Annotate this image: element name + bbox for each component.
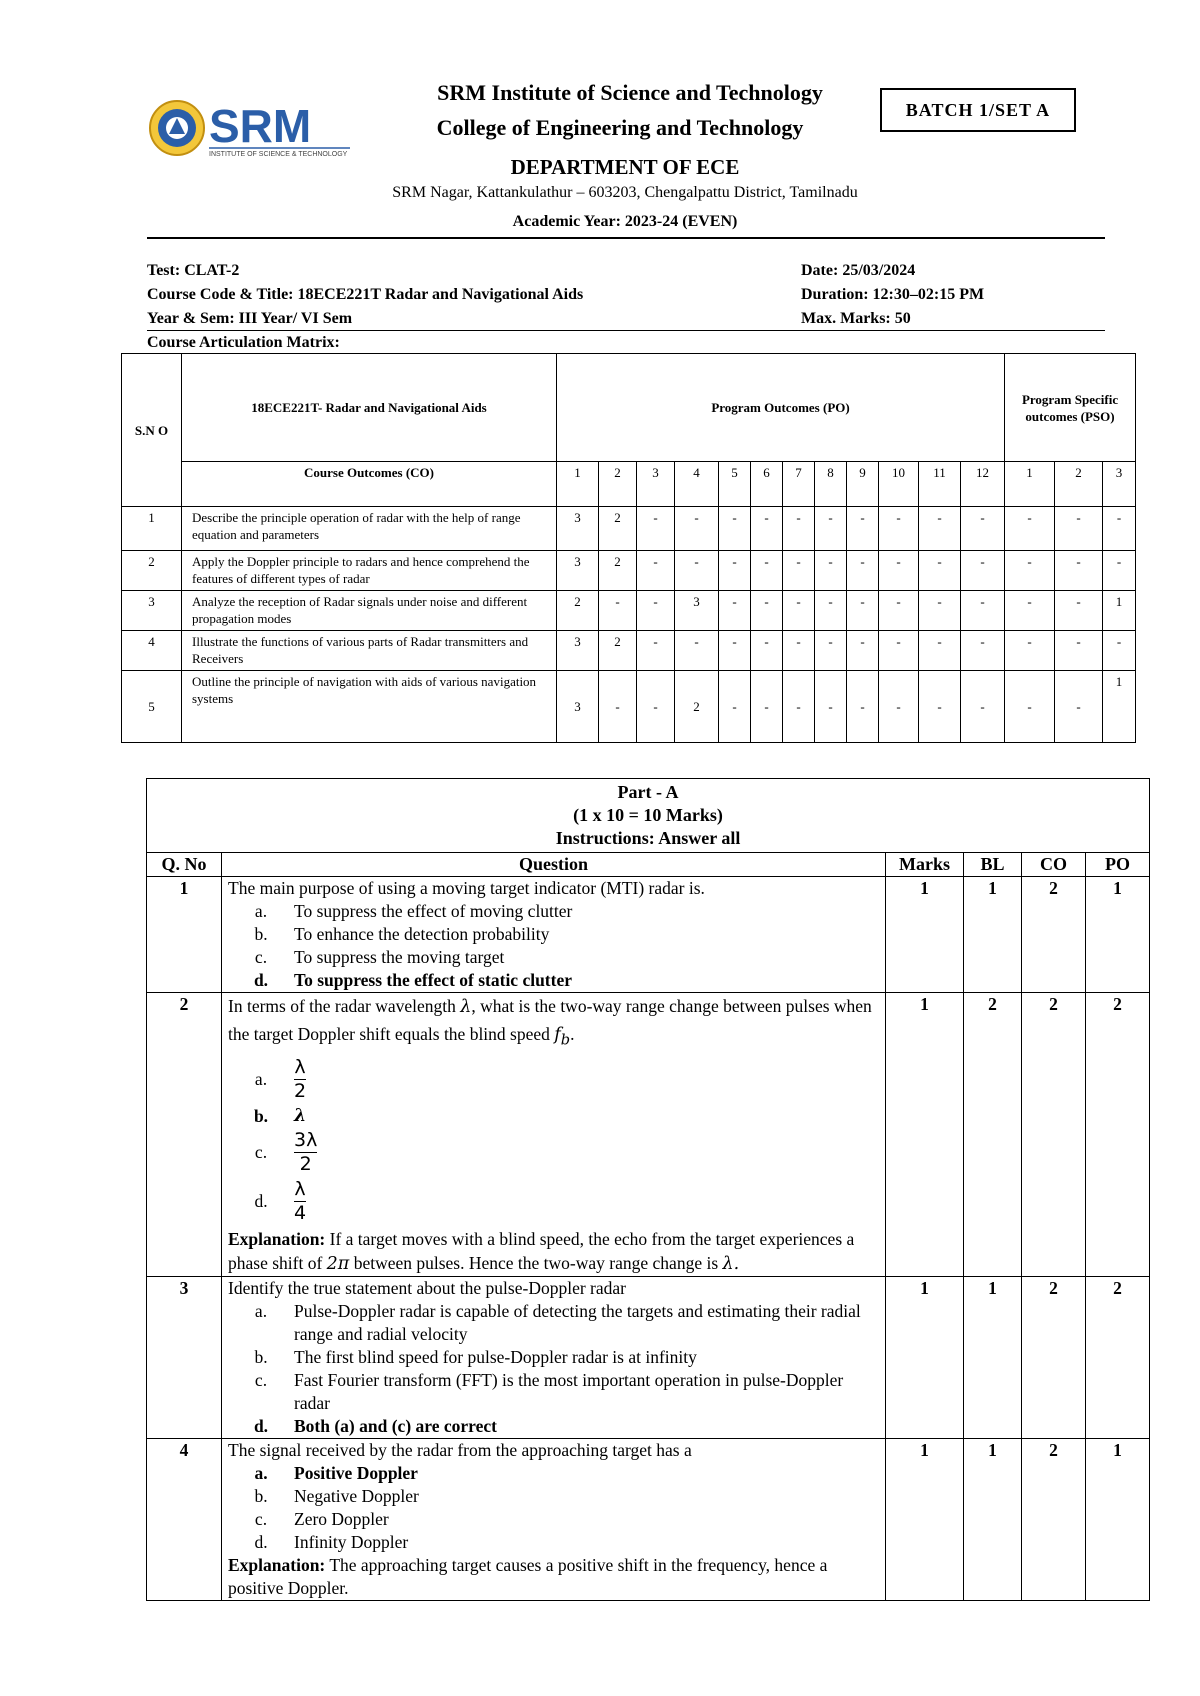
col-bl: BL [964,853,1022,877]
option-label: d. [254,1191,268,1211]
matrix-sno: 2 [122,551,182,591]
matrix-value: - [879,671,919,743]
marks-value: 1 [886,877,964,993]
explanation [228,1554,879,1600]
option-label: d. [253,970,269,990]
option-text: To enhance the detection probability [294,924,550,944]
test-duration: Duration: 12:30–02:15 PM [801,286,985,303]
option-text: Fast Fourier transform (FFT) is the most important operation in pulse-Doppler radar [294,1369,844,1413]
option-text: To suppress the effect of moving clutter [294,901,573,921]
matrix-value: 2 [675,671,719,743]
option-b [228,923,879,946]
matrix-value: - [961,631,1005,671]
option-a [228,1300,879,1346]
po-number: 2 [599,462,637,507]
bl-value: 1 [964,1276,1022,1438]
option-text: Positive Doppler [294,1462,418,1483]
po-number: 11 [919,462,961,507]
matrix-row [122,507,1136,551]
option-b [228,1485,879,1508]
co-value: 2 [1022,993,1086,1277]
question-text [228,993,879,1054]
matrix-value: - [919,507,961,551]
matrix-value: - [751,507,783,551]
question-text: Identify the true statement about the pulse-Doppler radar [228,1277,626,1298]
matrix-value: - [1005,507,1055,551]
question-row-2 [147,993,1150,1277]
option-text: Pulse-Doppler radar is capable of detecting the targets and estimating their radial range and radial velocity [294,1300,861,1344]
matrix-value: - [847,591,879,631]
option-c [228,1369,879,1415]
matrix-value: - [637,551,675,591]
question-text-part: In terms of the radar wavelength [228,996,456,1016]
matrix-value: 3 [557,551,599,591]
option-text: To suppress the effect of static clutter [294,970,573,990]
option-c [228,946,879,969]
matrix-value: - [961,591,1005,631]
matrix-value: - [637,507,675,551]
option-text: Both (a) and (c) are correct [294,1415,497,1436]
option-text: Infinity Doppler [294,1531,409,1552]
po-number: 4 [675,462,719,507]
matrix-value: - [879,551,919,591]
fraction [294,1129,317,1176]
matrix-co-text: Illustrate the functions of various parts of Radar transmitters and Receivers [182,631,557,671]
question-number: 2 [147,993,222,1277]
srm-logo [147,98,352,160]
option-label: b. [253,1105,269,1126]
co-header: Course Outcomes (CO) [182,462,557,507]
pso-number: 1 [1005,462,1055,507]
marks-value: 1 [886,1276,964,1438]
pso-header: Program Specific outcomes (PSO) [1005,354,1136,462]
bl-value: 1 [964,1438,1022,1600]
matrix-value: - [879,507,919,551]
option-text: Negative Doppler [294,1485,419,1506]
matrix-value: 2 [599,551,637,591]
option-d [228,1531,879,1554]
option-d-answer [228,969,879,992]
matrix-value: - [1055,631,1103,671]
matrix-co-text: Outline the principle of navigation with aids of various navigation systems [182,671,557,743]
matrix-value: - [719,551,751,591]
matrix-sno: 3 [122,591,182,631]
explanation-text: The approaching target causes a positive shift in the frequency, hence a positive Doppler. [228,1554,828,1598]
matrix-value: - [847,631,879,671]
matrix-sno: 1 [122,507,182,551]
fb-symbol: $f_b$ [554,1025,571,1049]
matrix-value: - [879,631,919,671]
matrix-value: - [961,671,1005,743]
option-a [228,900,879,923]
matrix-title: Course Articulation Matrix: [147,334,340,351]
po-number: 5 [719,462,751,507]
pso-number: 3 [1103,462,1136,507]
option-b-answer [228,1105,879,1127]
po-number: 9 [847,462,879,507]
option-label: b. [254,1346,268,1367]
logo-subtext: INSTITUTE OF SCIENCE & TECHNOLOGY [209,151,348,158]
matrix-value: - [815,671,847,743]
matrix-value: - [675,507,719,551]
option-label: c. [254,1508,268,1529]
option-text: The first blind speed for pulse-Doppler radar is at infinity [294,1346,697,1367]
matrix-value: - [847,551,879,591]
question-cell [222,1276,886,1438]
matrix-value: - [1103,631,1136,671]
col-co: CO [1022,853,1086,877]
po-number: 7 [783,462,815,507]
matrix-row [122,551,1136,591]
course-header: 18ECE221T- Radar and Navigational Aids [182,354,557,462]
fb-subscript: b [560,1031,571,1049]
matrix-co-text: Analyze the reception of Radar signals under noise and different propagation modes [182,591,557,631]
matrix-value: 2 [557,591,599,631]
question-cell [222,993,886,1277]
explanation-label: Explanation: [228,1554,326,1575]
part-a-table [146,778,1150,1601]
marks-value: 1 [886,1438,964,1600]
option-label: c. [254,1369,268,1390]
explanation-label: Explanation: [228,1228,326,1249]
option-text: Zero Doppler [294,1508,389,1529]
matrix-value: - [815,631,847,671]
matrix-value: - [1005,591,1055,631]
option-label: a. [254,1462,268,1483]
part-a-instructions: Instructions: Answer all [555,828,741,848]
co-value: 2 [1022,1276,1086,1438]
matrix-row [122,671,1136,743]
option-d-answer [228,1415,879,1438]
matrix-value: 3 [557,631,599,671]
question-number: 4 [147,1438,222,1600]
explanation [228,1227,879,1276]
matrix-value: - [599,591,637,631]
part-a-marks: (1 x 10 = 10 Marks) [573,805,723,825]
fraction [294,1056,306,1103]
academic-year: Academic Year: 2023-24 (EVEN) [512,213,738,230]
institute-name: SRM Institute of Science and Technology [437,80,823,105]
po-value: 2 [1086,993,1150,1277]
matrix-value: - [961,507,1005,551]
department-name: DEPARTMENT OF ECE [510,155,740,179]
matrix-value: - [1005,551,1055,591]
option-label: a. [254,1069,268,1089]
col-marks: Marks [886,853,964,877]
option-c [228,1508,879,1531]
year-sem: Year & Sem: III Year/ VI Sem [147,310,353,327]
matrix-value: - [1055,507,1103,551]
matrix-value: - [1055,591,1103,631]
option-a-answer [228,1462,879,1485]
two-pi-symbol: 2π [326,1253,350,1274]
matrix-value: - [751,631,783,671]
question-text-part: , what is the two-way range change between pulses when the target Doppler shift equals the blind speed [228,996,872,1044]
denominator: 4 [294,1201,307,1224]
matrix-value: - [847,671,879,743]
question-text-part: . [570,1024,575,1044]
matrix-value: - [675,631,719,671]
col-question: Question [222,853,886,877]
denominator: 2 [299,1152,312,1175]
address: SRM Nagar, Kattankulathur – 603203, Chengalpattu District, Tamilnadu [392,184,858,201]
question-cell [222,1438,886,1600]
matrix-value: - [1055,551,1103,591]
question-row-3 [147,1276,1150,1438]
matrix-value: - [815,551,847,591]
matrix-value: 1 [1103,591,1136,631]
matrix-value: - [783,671,815,743]
option-b [228,1346,879,1369]
part-a-header [147,779,1150,853]
option-label: c. [254,947,268,967]
col-qno: Q. No [147,853,222,877]
matrix-co-text: Apply the Doppler principle to radars and hence comprehend the features of different types of radar [182,551,557,591]
po-number: 6 [751,462,783,507]
matrix-value: 3 [557,671,599,743]
matrix-value: 1 [1103,671,1136,743]
bl-value: 2 [964,993,1022,1277]
header-divider [147,237,1105,239]
matrix-value: 3 [675,591,719,631]
matrix-sno: 5 [122,671,182,743]
matrix-value: - [637,631,675,671]
option-a [228,1056,879,1103]
numerator: λ [294,1055,306,1078]
lambda-symbol: λ [460,997,472,1017]
po-number: 8 [815,462,847,507]
numerator: 3λ [294,1128,318,1151]
matrix-value: 2 [599,631,637,671]
articulation-matrix [121,353,1136,743]
explanation-text: between pulses. Hence the two-way range change is [353,1252,719,1273]
explanation-text: If a target moves with a blind speed, the echo from the target experiences a phase shift of [228,1228,855,1273]
option-label: d. [253,1415,269,1436]
option-label: b. [254,1485,268,1506]
numerator: λ [294,1177,306,1200]
option-label: d. [254,1531,268,1552]
matrix-value: - [1055,671,1103,743]
matrix-value: - [847,507,879,551]
po-value: 1 [1086,1438,1150,1600]
explanation-text: λ. [722,1253,740,1274]
option-label: b. [254,924,268,944]
matrix-value: - [637,591,675,631]
question-text: The signal received by the radar from the approaching target has a [228,1439,692,1460]
matrix-value: - [919,631,961,671]
matrix-value: 2 [599,507,637,551]
matrix-value: - [783,631,815,671]
po-header: Program Outcomes (PO) [557,354,1005,462]
option-d [228,1178,879,1225]
batch-box: BATCH 1/SET A [880,88,1076,132]
part-a-title: Part - A [617,782,679,802]
po-number: 1 [557,462,599,507]
question-number: 3 [147,1276,222,1438]
matrix-value: - [919,551,961,591]
co-value: 2 [1022,877,1086,993]
max-marks: Max. Marks: 50 [801,310,911,327]
matrix-value: 3 [557,507,599,551]
option-label: c. [254,1142,268,1162]
matrix-value: - [919,671,961,743]
question-number: 1 [147,877,222,993]
matrix-value: - [919,591,961,631]
matrix-value: - [815,507,847,551]
po-value: 2 [1086,1276,1150,1438]
matrix-value: - [961,551,1005,591]
matrix-value: - [783,507,815,551]
sno-header: S.N O [122,354,182,507]
matrix-value: - [751,671,783,743]
question-row-1 [147,877,1150,993]
matrix-value: - [1103,551,1136,591]
fraction [294,1178,306,1225]
option-text: λ [294,1105,307,1126]
matrix-sno: 4 [122,631,182,671]
matrix-value: - [1005,631,1055,671]
col-po: PO [1086,853,1150,877]
matrix-row [122,631,1136,671]
pso-number: 2 [1055,462,1103,507]
matrix-value: - [719,507,751,551]
po-value: 1 [1086,877,1150,993]
matrix-value: - [637,671,675,743]
question-row-4 [147,1438,1150,1600]
matrix-value: - [719,671,751,743]
question-text: The main purpose of using a moving target indicator (MTI) radar is. [228,878,705,898]
matrix-value: - [751,591,783,631]
option-label: a. [254,901,268,921]
test-date: Date: 25/03/2024 [801,262,916,279]
matrix-value: - [719,591,751,631]
matrix-value: - [815,591,847,631]
matrix-value: - [783,551,815,591]
course-title: Course Code & Title: 18ECE221T Radar and Navigational Aids [147,286,584,303]
bl-value: 1 [964,877,1022,993]
matrix-co-text: Describe the principle operation of radar with the help of range equation and parameters [182,507,557,551]
matrix-value: - [751,551,783,591]
question-cell [222,877,886,993]
college-name: College of Engineering and Technology [436,115,804,140]
option-label: a. [254,1300,268,1321]
logo-text: SRM [209,100,312,152]
po-number: 12 [961,462,1005,507]
co-value: 2 [1022,1438,1086,1600]
po-number: 10 [879,462,919,507]
matrix-row [122,591,1136,631]
matrix-value: - [1005,671,1055,743]
option-c [228,1129,879,1176]
matrix-value: - [783,591,815,631]
test-name: Test: CLAT-2 [147,262,240,279]
matrix-value: - [1103,507,1136,551]
denominator: 2 [294,1079,307,1102]
matrix-value: - [719,631,751,671]
matrix-value: - [675,551,719,591]
matrix-value: - [879,591,919,631]
marks-value: 1 [886,993,964,1277]
matrix-value: - [599,671,637,743]
po-number: 3 [637,462,675,507]
info-divider [147,330,1105,331]
option-text: To suppress the moving target [294,947,505,967]
